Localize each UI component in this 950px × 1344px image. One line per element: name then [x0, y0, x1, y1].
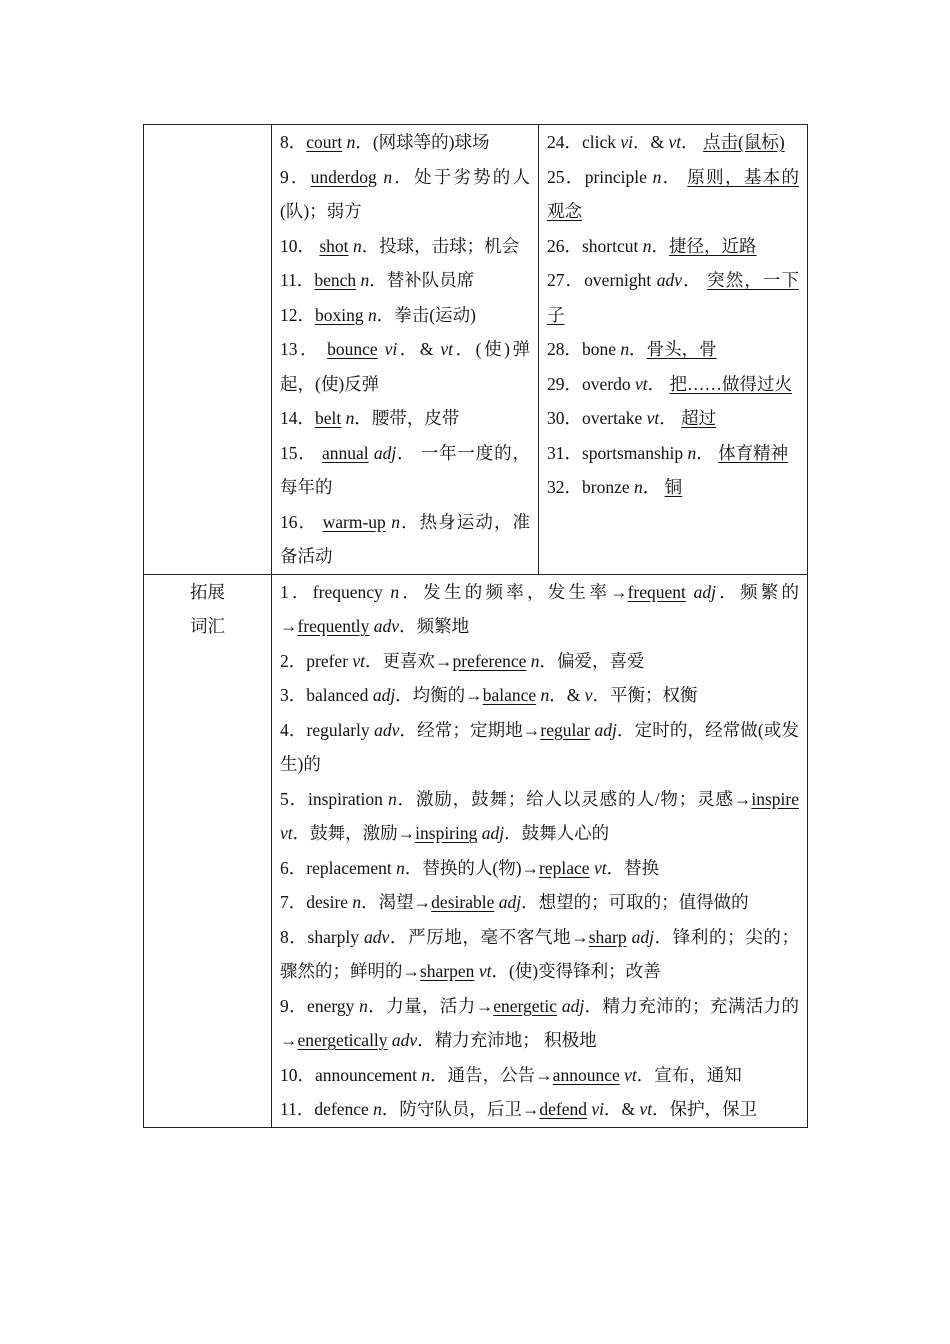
part-of-speech: n	[391, 511, 400, 532]
part-of-speech: n	[620, 339, 630, 359]
part-of-speech: n	[368, 304, 377, 325]
vocab-text: ．	[659, 408, 682, 428]
vocab-answer: regular	[540, 719, 590, 740]
part-of-speech: vt	[593, 857, 607, 878]
expanded-words-label-line-2: 词汇	[190, 616, 225, 636]
part-of-speech: v	[584, 685, 593, 705]
expanded-words-content	[272, 574, 808, 1127]
vocab-entry	[280, 160, 530, 229]
part-of-speech: n	[346, 132, 356, 152]
vocab-text: 10．	[280, 235, 320, 256]
part-of-speech: vt	[280, 823, 293, 843]
vocab-text: 1．frequency	[280, 581, 391, 602]
vocab-text: ．经常；定期地→	[399, 719, 541, 740]
vocab-answer: balance	[482, 685, 537, 705]
part-of-speech: n	[345, 408, 355, 428]
vocab-text: 10．announcement	[280, 1064, 422, 1085]
vocab-text: ．想望的；可取的；值得做的	[521, 892, 749, 912]
part-of-speech: n	[540, 685, 550, 705]
vocab-text: 11．	[280, 270, 315, 290]
vocab-text: ．频繁的→	[280, 581, 800, 636]
part-of-speech: adj	[561, 995, 585, 1016]
vocab-text: ．热身运动，准备活动	[280, 511, 531, 566]
vocab-entry	[280, 644, 799, 679]
part-of-speech: n	[359, 995, 368, 1016]
vocab-answer: court	[306, 132, 343, 152]
vocab-entry	[280, 885, 799, 920]
vocab-entry	[280, 298, 530, 333]
vocab-entry	[547, 229, 799, 264]
part-of-speech: adj	[631, 926, 654, 947]
vocab-entry	[280, 436, 530, 505]
vocab-answer: frequently	[297, 616, 370, 636]
part-of-speech: n	[352, 892, 362, 912]
vocab-entry	[280, 575, 799, 644]
vocab-text: 9．energy	[280, 995, 360, 1016]
vocab-answer: announce	[552, 1064, 620, 1085]
part-of-speech: adj	[594, 719, 617, 740]
vocab-text: ．力量，活力→	[367, 995, 494, 1016]
part-of-speech: n	[352, 235, 362, 256]
part-of-speech: n	[634, 477, 643, 497]
vocab-text: ．	[642, 477, 665, 497]
part-of-speech: n	[383, 166, 393, 187]
vocab-text: ．精力充沛的；充满活力的→	[280, 995, 800, 1050]
vocab-entry	[280, 332, 530, 401]
vocab-text: 28．bone	[547, 339, 621, 359]
vocab-text: ．(网球等的)球场	[355, 132, 490, 152]
vocab-text: ．平衡；权衡	[592, 685, 698, 705]
vocab-answer: frequent	[627, 581, 686, 602]
vocab-answer: bench	[314, 270, 357, 290]
part-of-speech: vt	[668, 132, 682, 152]
part-of-speech: adj	[373, 442, 397, 463]
part-of-speech: vt	[478, 961, 492, 981]
vocab-text: 27．overnight	[547, 270, 657, 290]
part-of-speech: n	[687, 442, 697, 463]
vocab-text: 14．	[280, 408, 315, 428]
vocab-text: 15．	[280, 442, 322, 463]
vocab-text: ．&	[397, 339, 441, 359]
part-of-speech: adj	[372, 685, 396, 705]
vocab-text: ．处于劣势的人(队)；弱方	[280, 166, 531, 221]
vocab-text: ．&	[549, 685, 585, 705]
core-words-label-cell	[144, 125, 272, 575]
vocab-answer: boxing	[315, 304, 364, 325]
part-of-speech: adv	[373, 616, 400, 636]
vocab-text: ．频繁地	[399, 616, 470, 636]
vocab-text	[686, 582, 694, 602]
vocab-text: ．投球，击球；机会	[361, 235, 520, 256]
vocab-text: ．严厉地，毫不客气地→	[389, 926, 589, 947]
vocab-text: 29．overdo	[547, 373, 635, 394]
vocab-entry	[280, 678, 799, 713]
vocab-entry	[280, 401, 530, 436]
vocab-answer: 体育精神	[718, 442, 789, 463]
vocab-text: ．更喜欢→	[365, 650, 453, 671]
part-of-speech: adj	[481, 823, 505, 843]
expanded-words-label-cell	[144, 574, 272, 1127]
vocab-text: ．	[647, 373, 670, 394]
part-of-speech: vi	[591, 1099, 605, 1119]
vocab-text: ．腰带，皮带	[354, 408, 460, 428]
vocab-answer: replace	[539, 857, 590, 878]
vocab-text: ．&	[604, 1099, 640, 1119]
part-of-speech: adv	[364, 926, 390, 947]
vocab-text: 5．inspiration	[280, 788, 389, 809]
vocab-text: 6．replacement	[280, 857, 397, 878]
vocab-answer: defend	[539, 1099, 587, 1119]
vocab-text: ．替换的人(物)→	[404, 857, 540, 878]
vocab-entry	[280, 851, 799, 886]
core-words-row	[144, 125, 808, 575]
part-of-speech: adv	[374, 719, 400, 740]
part-of-speech: n	[421, 1064, 431, 1085]
part-of-speech: n	[390, 581, 400, 602]
vocab-text: ．渴望→	[361, 892, 432, 912]
vocabulary-table	[143, 124, 808, 1128]
part-of-speech: vt	[624, 1064, 637, 1085]
vocab-text: 25．principle	[547, 166, 653, 187]
vocab-text: ．	[682, 270, 708, 290]
vocab-text: ．鼓舞，激励→	[292, 823, 416, 843]
vocab-text: 2．prefer	[280, 650, 353, 671]
vocab-text: ．定时的，经常做(或发生)的	[280, 719, 800, 774]
vocab-entry	[547, 160, 799, 229]
part-of-speech: vt	[634, 373, 648, 394]
vocab-text: ．替补队员席	[369, 270, 475, 290]
vocab-text: ．激励，鼓舞；给人以灵感的人/物；灵感→	[396, 788, 752, 809]
vocab-text: ．	[696, 442, 719, 463]
vocab-text: 31．sportsmanship	[547, 442, 688, 463]
vocab-text: ．精力充沛地； 积极地	[417, 1030, 597, 1050]
vocab-text: ．	[681, 132, 704, 152]
expanded-words-list	[280, 575, 799, 1127]
part-of-speech: n	[642, 235, 652, 256]
vocab-answer: shot	[319, 235, 349, 256]
vocab-answer: 铜	[664, 477, 683, 497]
vocab-answer: 骨头，骨	[646, 339, 717, 359]
vocab-text: ．发生的频率，发生率→	[399, 581, 628, 602]
vocab-entry	[547, 332, 799, 367]
vocab-text: 11．defence	[280, 1099, 374, 1119]
vocab-text: ．	[651, 235, 670, 256]
vocab-text: ．鼓舞人心的	[504, 823, 610, 843]
vocab-entry	[280, 229, 530, 264]
vocab-entry	[547, 125, 799, 160]
core-words-left-list	[280, 125, 530, 574]
vocab-text: ．偏爱，喜爱	[539, 650, 645, 671]
vocab-answer: inspiring	[415, 823, 478, 843]
vocab-text: 8．sharply	[280, 926, 365, 947]
vocab-text: 24．click	[547, 132, 621, 152]
vocab-text: ．通告，公告→	[430, 1064, 553, 1085]
vocab-text: ．锋利的；尖的；骤然的；鲜明的→	[280, 926, 800, 981]
vocab-text: 26．shortcut	[547, 235, 643, 256]
core-words-right-column	[539, 125, 808, 575]
vocab-entry	[280, 125, 530, 160]
vocab-text: ．拳击(运动)	[376, 304, 476, 325]
vocab-entry	[280, 1058, 799, 1093]
vocab-answer: preference	[452, 650, 527, 671]
vocab-text: 12．	[280, 304, 315, 325]
vocab-entry	[547, 436, 799, 471]
expanded-words-row	[144, 574, 808, 1127]
vocab-text: 7．desire	[280, 892, 353, 912]
vocab-entry	[280, 782, 799, 851]
vocab-text: 4．regularly	[280, 719, 375, 740]
vocab-text: 13．	[280, 339, 328, 359]
vocab-text: 30．overtake	[547, 408, 647, 428]
vocab-answer: energetically	[297, 1030, 388, 1050]
vocab-text: ．&	[633, 132, 669, 152]
vocab-answer: energetic	[493, 995, 558, 1016]
expanded-words-label-line-1: 拓展	[190, 581, 225, 602]
vocab-text: 3．balanced	[280, 685, 373, 705]
part-of-speech: n	[360, 270, 370, 290]
part-of-speech: vt	[646, 408, 660, 428]
vocab-entry	[547, 401, 799, 436]
core-words-right-list	[547, 125, 799, 505]
vocab-answer: underdog	[310, 166, 377, 187]
vocab-answer: belt	[315, 408, 342, 428]
part-of-speech: n	[530, 650, 540, 671]
core-words-left-column	[272, 125, 539, 575]
vocab-entry	[280, 263, 530, 298]
part-of-speech: vt	[440, 339, 454, 359]
part-of-speech: adv	[656, 270, 682, 290]
part-of-speech: vt	[639, 1099, 653, 1119]
vocab-text: ． 一年一度的，每年的	[280, 442, 531, 497]
part-of-speech: vi	[384, 339, 398, 359]
part-of-speech: n	[396, 857, 405, 878]
vocab-entry	[547, 470, 799, 505]
vocab-answer: 原则，基本的观念	[547, 166, 800, 221]
vocab-answer: 点击(鼠标)	[703, 132, 785, 152]
vocab-answer: 突然，一下子	[547, 270, 800, 325]
vocab-entry	[280, 989, 799, 1058]
vocab-text: ．保护，保卫	[652, 1099, 758, 1119]
vocab-text: ．	[629, 339, 647, 359]
vocab-entry	[280, 920, 799, 989]
part-of-speech: adj	[693, 581, 716, 602]
vocab-answer: desirable	[431, 892, 495, 912]
vocab-text	[378, 339, 385, 359]
vocab-entry	[547, 263, 799, 332]
vocab-answer: bounce	[327, 339, 378, 359]
vocab-text: ．替换	[606, 857, 660, 878]
vocab-text: 32．bronze	[547, 477, 634, 497]
vocab-text: 16．	[280, 511, 323, 532]
vocab-answer: 捷径，近路	[669, 235, 757, 256]
vocab-entry	[547, 367, 799, 402]
vocab-answer: warm-up	[322, 511, 386, 532]
vocab-answer: 把……做得过火	[669, 373, 792, 394]
vocab-text: 9．	[280, 166, 311, 187]
vocab-entry	[280, 713, 799, 782]
vocab-answer: inspire	[751, 788, 799, 809]
part-of-speech: n	[373, 1099, 382, 1119]
vocab-entry	[280, 1092, 799, 1127]
vocab-text: ．(使)变得锋利；改善	[491, 961, 661, 981]
part-of-speech: adj	[498, 892, 522, 912]
vocab-text: ．宣布，通知	[636, 1064, 742, 1085]
vocab-entry	[280, 505, 530, 574]
part-of-speech: vi	[620, 132, 634, 152]
vocab-answer: 超过	[681, 408, 717, 428]
vocab-text: 8．	[280, 132, 307, 152]
part-of-speech: n	[388, 788, 397, 809]
vocab-text: ．	[661, 166, 688, 187]
part-of-speech: vt	[352, 650, 366, 671]
vocab-text: ．均衡的→	[395, 685, 483, 705]
part-of-speech: adv	[391, 1030, 418, 1050]
vocab-answer: sharp	[588, 926, 627, 947]
part-of-speech: n	[652, 166, 662, 187]
vocab-text: ．(使)弹起，(使)反弹	[280, 339, 531, 394]
vocab-answer: sharpen	[420, 961, 475, 981]
vocab-answer: annual	[321, 442, 369, 463]
vocab-text: ．防守队员，后卫→	[381, 1099, 540, 1119]
